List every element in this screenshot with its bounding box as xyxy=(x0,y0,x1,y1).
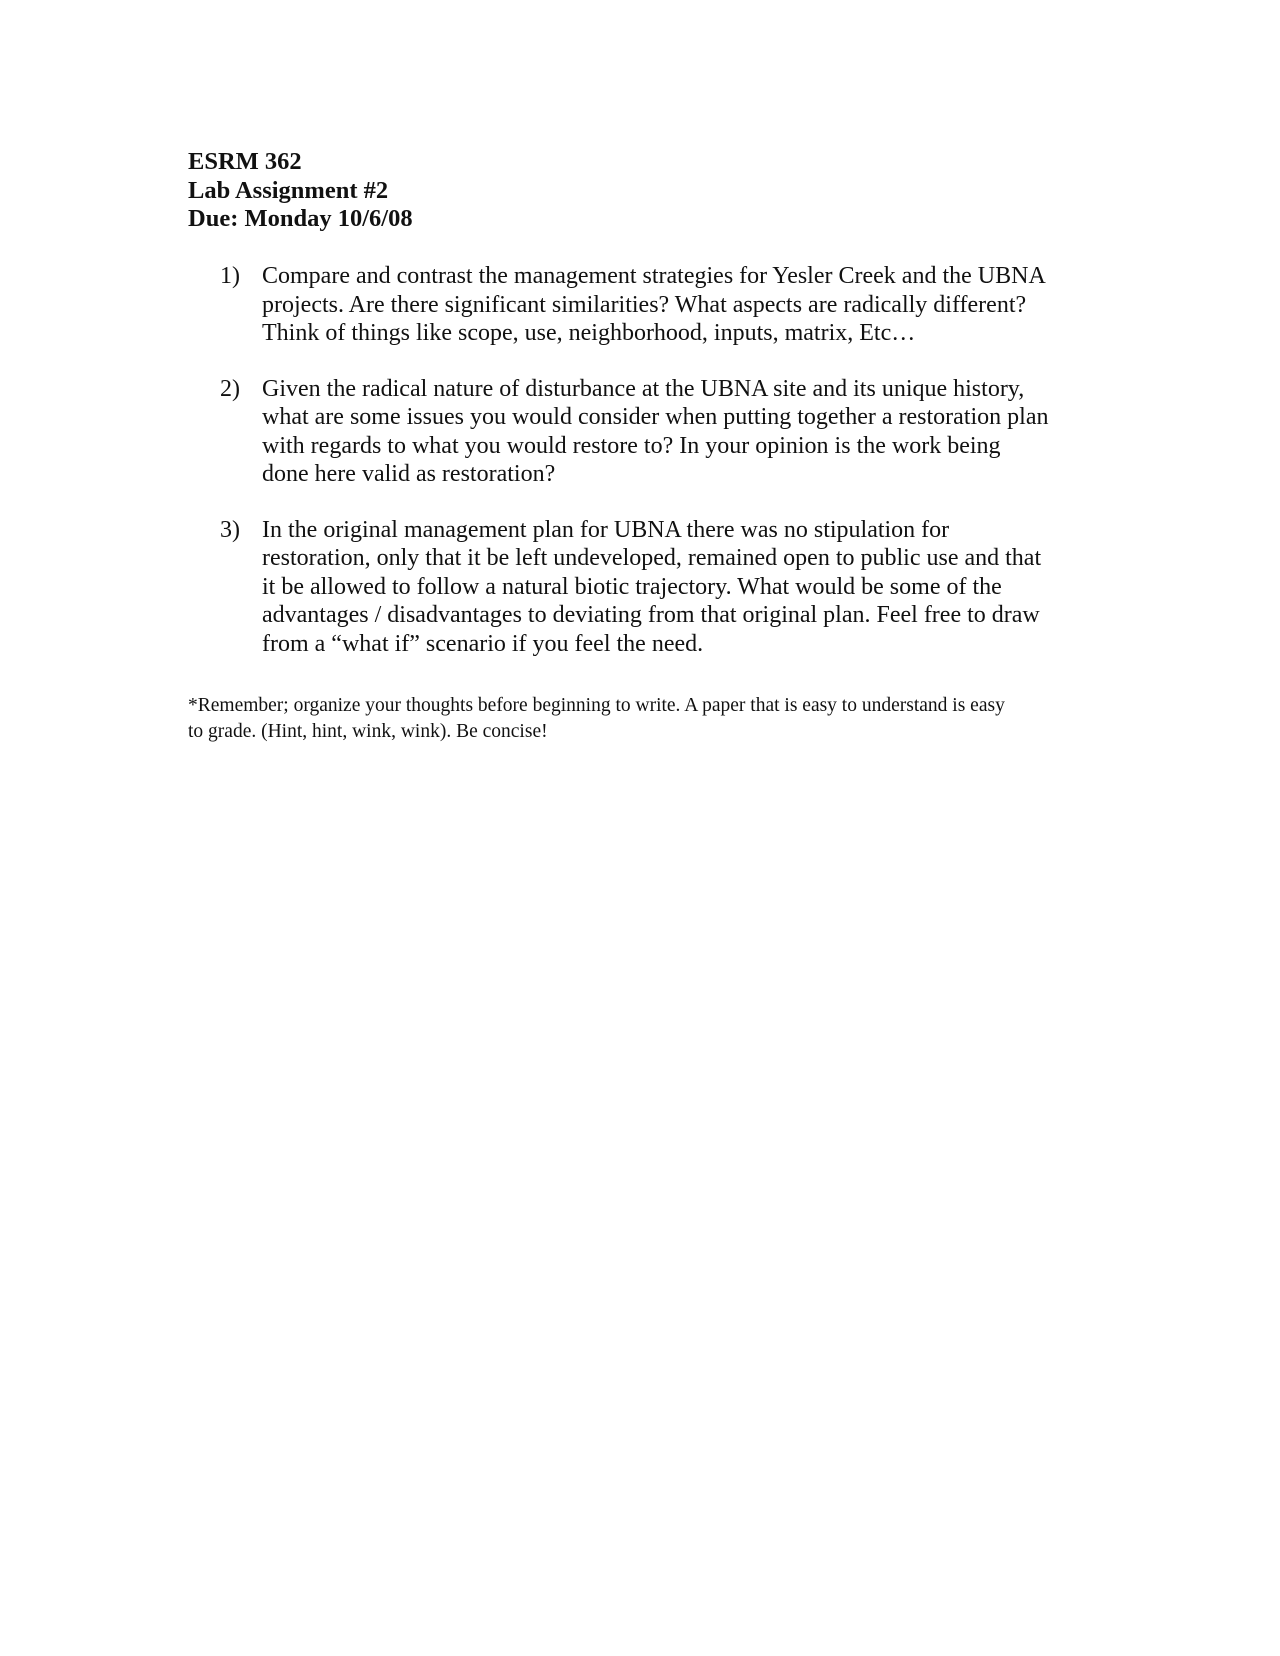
question-text-line: from a “what if” scenario if you feel the need. xyxy=(262,630,704,657)
question-item xyxy=(220,262,1120,348)
question-text-line: Compare and contrast the management strategies for Yesler Creek and the UBNA xyxy=(262,263,1046,289)
question-text-line: what are some issues you would consider when putting together a restoration plan xyxy=(262,404,1049,430)
assignment-title: Lab Assignment #2 xyxy=(188,176,389,204)
question-item xyxy=(220,375,1120,489)
question-number: 1) xyxy=(220,263,240,289)
question-text-line: done here valid as restoration? xyxy=(262,461,556,487)
question-number: 3) xyxy=(220,516,240,543)
question-text-line: advantages / disadvantages to deviating from that original plan. Feel free to draw xyxy=(262,602,1040,628)
question-text-line: it be allowed to follow a natural biotic trajectory. What would be some of the xyxy=(262,573,1002,600)
question-number: 2) xyxy=(220,375,240,402)
question-text-line: with regards to what you would restore to? In your opinion is the work being xyxy=(262,432,1001,459)
question-text-line: In the original management plan for UBNA there was no stipulation for xyxy=(262,516,950,543)
question-text-line: projects. Are there significant similarities? What aspects are radically different? xyxy=(262,291,1027,318)
question-text-line: Think of things like scope, use, neighborhood, inputs, matrix, Etc… xyxy=(262,320,916,346)
question-list xyxy=(220,262,1120,685)
assignment-header xyxy=(188,148,413,234)
question-text-line: restoration, only that it be left undeveloped, remained open to public use and that xyxy=(262,545,1042,571)
reminder-note xyxy=(188,693,1005,744)
question-item xyxy=(220,516,1120,659)
question-text-line: Given the radical nature of disturbance at the UBNA site and its unique history, xyxy=(262,375,1025,402)
note-text-line: to grade. (Hint, hint, wink, wink). Be concise! xyxy=(188,720,548,742)
course-title: ESRM 362 xyxy=(188,148,302,175)
note-text-line: *Remember; organize your thoughts before beginning to write. A paper that is easy to understand is easy xyxy=(188,695,1005,716)
due-date: Due: Monday 10/6/08 xyxy=(188,205,413,232)
